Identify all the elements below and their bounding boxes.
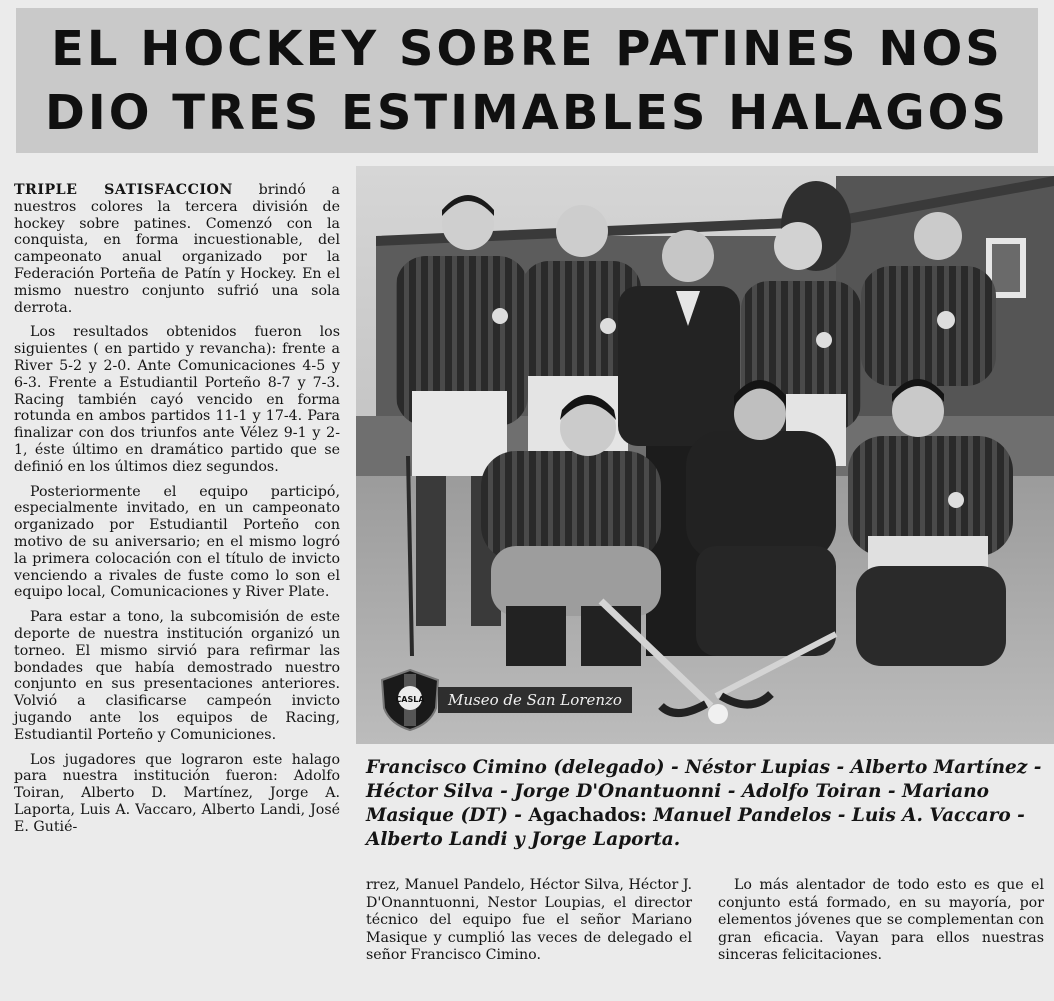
article-paragraph-invitational: Posteriormente el equipo participó, especialmente invitado, en un campeonato organizado por Estudiantil Porteño con motivo de su aniversario; en el mismo logró la primera colocación con el título de invicto venciendo a rivales de fuste como lo son el equipo local, Comunicaciones y River Plate. bbox=[14, 483, 340, 601]
photo-caption bbox=[366, 756, 1046, 852]
article-lead-rest: brindó a nuestros colores la tercera división de hockey sobre patines. Comenzó con la conquista, en forma incuestionable, del campeonato anual organizado por la Federación Porteña de Patín y Hockey. En el mismo nuestro conjunto sufrió una sola derrota. bbox=[14, 182, 340, 316]
article-paragraph-closing: Lo más alentador de todo esto es que el conjunto está formado, en su mayoría, por elementos jóvenes que se complementan con gran eficacia. Vayan para ellos nuestras sinceras felicitaciones. bbox=[718, 877, 1044, 964]
watermark-text: Museo de San Lorenzo bbox=[438, 687, 632, 713]
club-badge-icon bbox=[378, 668, 442, 732]
caption-standing: Francisco Cimino (delegado) - Néstor Lupias - Alberto Martínez - Héctor Silva - Jorge D'Onantuonni - Adolfo Toiran - Mariano Masique (DT) - bbox=[366, 757, 1042, 826]
article-column-right bbox=[718, 877, 1044, 965]
article-column-left bbox=[14, 182, 340, 997]
article-lead: TRIPLE SATISFACCION bbox=[14, 182, 233, 198]
article-paragraph-players-cont: rrez, Manuel Pandelo, Héctor Silva, Héctor J. D'Onanntuonni, Nestor Loupias, el director técnico del equipo fue el señor Mariano Masique y cumplió las veces de delegado el señor Francisco Cimino. bbox=[366, 877, 692, 964]
club-badge-text: CASLA bbox=[395, 695, 425, 704]
headline-banner bbox=[16, 8, 1038, 153]
article-paragraph-tournament: Para estar a tono, la subcomisión de este deporte de nuestra institución organizó un torneo. El mismo sirvió para refirmar las bondades que había demostrado nuestro conjunto en sus presentaciones anteriores. Volvió a clasificarse campeón invicto jugando ante los equipos de Racing, Estudiantil Porteño y Comuniciones. bbox=[14, 609, 340, 743]
headline-line-2: DIO TRES ESTIMABLES HALAGOS bbox=[45, 84, 1009, 141]
team-photo-image bbox=[356, 166, 1054, 744]
team-photo bbox=[356, 166, 1054, 744]
headline-line-1: EL HOCKEY SOBRE PATINES NOS bbox=[51, 20, 1003, 77]
museum-watermark bbox=[378, 668, 632, 732]
article-paragraph-players: Los jugadores que lograron este halago para nuestra institución fueron: Adolfo Toiran, Alberto D. Martínez, Jorge A. Laporta, Luis A. Vaccaro, Alberto Landi, José E. Gutié- bbox=[14, 751, 340, 835]
caption-crouching: Manuel Pandelos - Luis A. Vaccaro - Alberto Landi y Jorge Laporta. bbox=[366, 805, 1025, 850]
caption-crouching-label: Agachados: bbox=[528, 805, 647, 826]
article-paragraph-results: Los resultados obtenidos fueron los siguientes ( en partido y revancha): frente a River 5-2 y 2-0. Ante Comunicaciones 4-5 y 6-3. Frente a Estudiantil Porteño 8-7 y 7-3. Racing también cayó vencido en forma rotunda en ambos partidos 11-1 y 17-4. Para finalizar con dos triunfos ante Vélez 9-1 y 2-1, éste último en dramático partido que se definió en los últimos diez segundos. bbox=[14, 324, 340, 475]
article-column-middle bbox=[366, 877, 692, 965]
article-paragraph bbox=[14, 182, 340, 316]
